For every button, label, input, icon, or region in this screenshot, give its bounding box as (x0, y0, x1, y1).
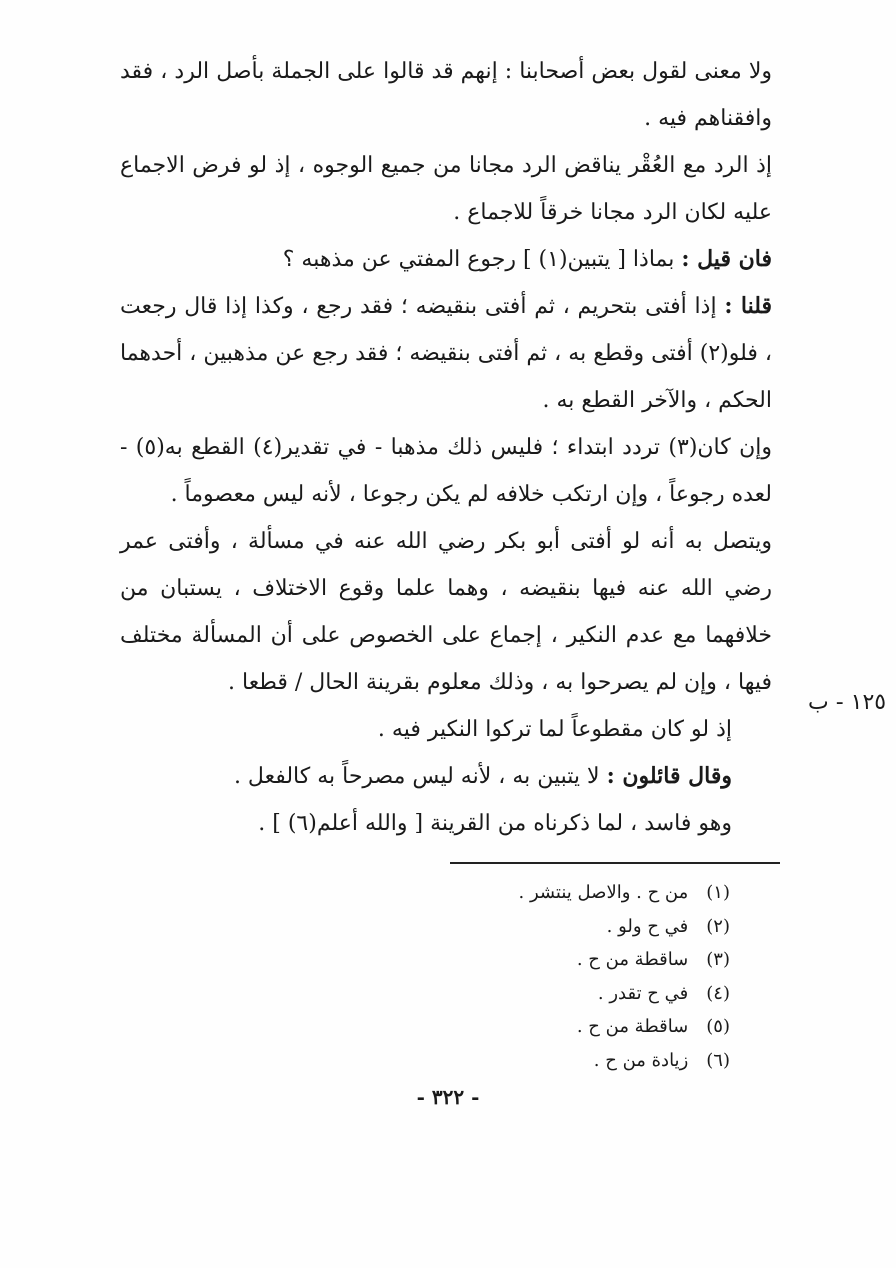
short-line-lead: وقال قائلون : (606, 763, 732, 789)
paragraph-text: ويتصل به أنه لو أفتى أبو بكر رضي الله عنه في مسألة ، وأفتى عمر رضي الله عنه فيها بنقيضه ، وهما علما وقوع الاختلاف ، يستبان من خلافهما مع عدم النكير ، إجماع على الخصوص على أن المسألة مختلف فيها ، وإن لم يصرحوا به ، وذلك معلوم بقرينة الحال / قطعا . (120, 529, 772, 695)
footnote-number: (١) (706, 882, 730, 903)
short-line-text: إذ لو كان مقطوعاً لما تركوا النكير فيه . (377, 717, 732, 742)
footnote-item (430, 910, 730, 944)
footnote-number: (٦) (706, 1049, 730, 1071)
paragraph-1 (120, 48, 772, 142)
paragraph-text: إذا أفتى بتحريم ، ثم أفتى بنقيضه ؛ فقد رجع ، وكذا إذا قال رجعت ، فلو(٢) أفتى وقطع به ، ثم أفتى بنقيضه ؛ فقد رجع عن مذهبين ، أحدهما الحكم ، والآخر القطع به . (120, 294, 772, 413)
paragraph-text: وإن كان(٣) تردد ابتداء ؛ فليس ذلك مذهبا - في تقدير(٤) القطع به(٥) - لعده رجوعاً ، وإن ارتكب خلافه لم يكن رجوعا ، لأنه ليس معصوماً . (120, 435, 772, 507)
footnote-number: (٤) (706, 982, 730, 1004)
footnote-item (430, 977, 730, 1011)
footnote-text: من ح . والاصل ينتشر . (518, 882, 689, 903)
footnote-item (430, 876, 730, 910)
paragraph-lead: فان قيل : (681, 246, 772, 272)
short-line-1 (120, 706, 772, 753)
paragraph-6 (120, 518, 772, 706)
footnote-item (430, 943, 730, 977)
paragraph-text: ولا معنى لقول بعض أصحابنا : إنهم قد قالوا على الجملة بأصل الرد ، فقد وافقناهم فيه . (120, 59, 772, 131)
footnote-text: في ح ولو . (606, 915, 689, 937)
short-line-text: وهو فاسد ، لما ذكرناه من القرينة [ والله أعلم(٦) ] . (258, 811, 732, 836)
footnote-item (430, 1010, 730, 1044)
footnote-divider (450, 862, 780, 864)
paragraph-4 (120, 283, 772, 424)
short-line-text: لا يتبين به ، لأنه ليس مصرحاً به كالفعل . (233, 764, 607, 789)
footnote-text: ساقطة من ح . (576, 949, 689, 970)
paragraph-text: بماذا [ يتبين(١) ] رجوع المفتي عن مذهبه ؟ (282, 247, 682, 272)
footnote-number: (٣) (706, 949, 730, 970)
paragraph-3 (120, 236, 772, 283)
paragraph-lead: قلنا : (724, 293, 773, 319)
footnote-text: في ح تقدر . (597, 982, 689, 1004)
main-text (120, 48, 772, 847)
page-number: - ٣٢٢ - (416, 1085, 480, 1109)
footnote-number: (٥) (706, 1016, 730, 1037)
short-line-2 (120, 753, 772, 800)
paragraph-2 (120, 142, 772, 236)
short-line-3 (120, 800, 772, 847)
footnote-text: زيادة من ح . (593, 1049, 689, 1071)
footnote-number: (٢) (706, 915, 730, 937)
footnotes (430, 876, 730, 1077)
margin-folio-note: ١٢٥ - ب (808, 690, 887, 715)
paragraph-text: إذ الرد مع العُقْر يناقض الرد مجانا من جميع الوجوه ، إذ لو فرض الاجماع عليه لكان الرد مجانا خرقاً للاجماع . (120, 153, 772, 225)
footnote-item (430, 1044, 730, 1078)
paragraph-5 (120, 424, 772, 518)
footnote-text: ساقطة من ح . (576, 1016, 689, 1037)
